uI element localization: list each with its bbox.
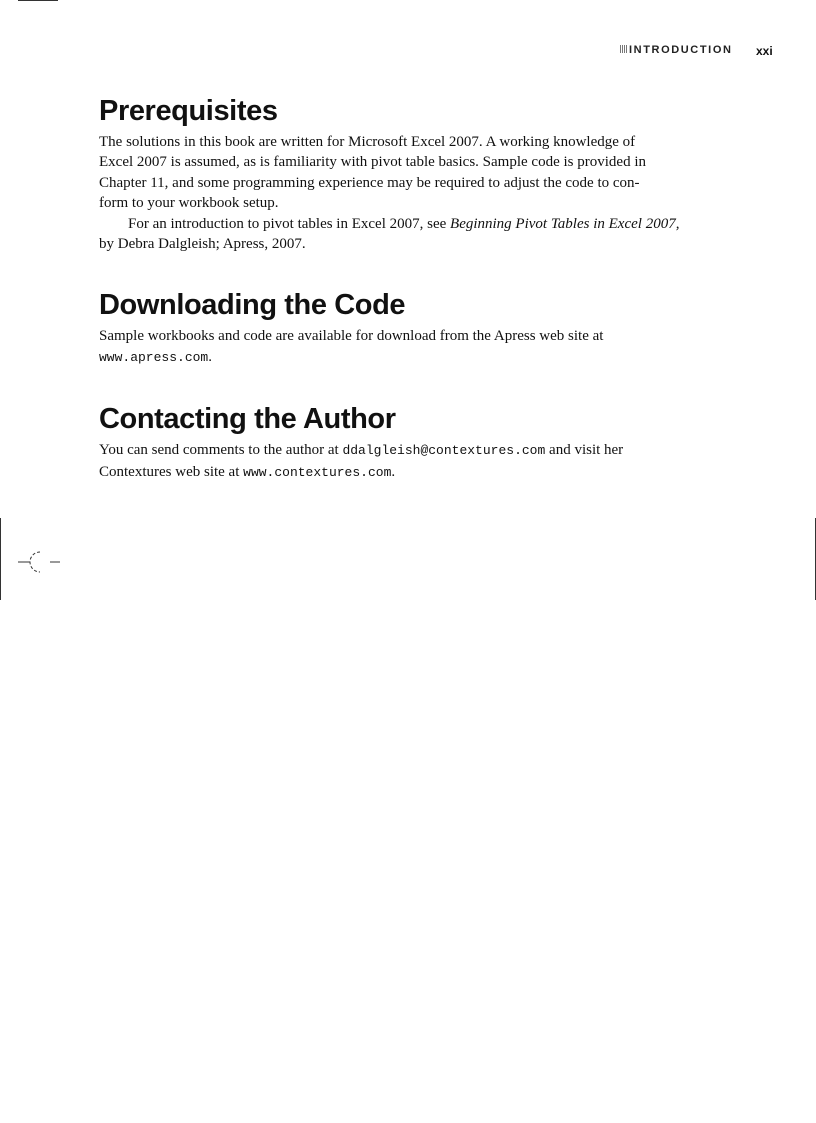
- book-title: Beginning Pivot Tables in Excel 2007,: [450, 215, 680, 232]
- text-run: For an introduction to pivot tables in Excel 2007, see: [128, 215, 451, 232]
- paragraph: [99, 326, 729, 368]
- registration-mark-icon: [18, 548, 62, 576]
- paragraph: [99, 214, 729, 255]
- text-run: by Debra Dalgleish; Apress, 2007.: [99, 236, 306, 253]
- running-head: [620, 44, 733, 56]
- running-head-marker-icon: [620, 45, 627, 53]
- section-heading: Contacting the Author: [99, 403, 396, 436]
- running-head-text: INTRODUCTION: [629, 44, 733, 56]
- text-line: form to your workbook setup.: [99, 195, 279, 212]
- section-contacting-author: [99, 402, 729, 483]
- paragraph: [99, 132, 729, 214]
- crop-mark-left: [0, 518, 1, 600]
- section-downloading-code: [99, 288, 729, 368]
- section-heading: Prerequisites: [99, 95, 278, 127]
- text-run: and visit her: [545, 442, 624, 459]
- text-run: Contextures web site at: [99, 463, 244, 480]
- page-number: xxi: [756, 44, 773, 58]
- text-line: The solutions in this book are written for Microsoft Excel 2007. A working knowledge of: [99, 134, 636, 150]
- page-content: [99, 94, 729, 517]
- section-prerequisites: [99, 94, 729, 254]
- crop-mark-top: [18, 0, 58, 1]
- text-run: .: [391, 463, 396, 480]
- section-heading: Downloading the Code: [99, 289, 406, 322]
- text-line: Chapter 11, and some programming experience may be required to adjust the code to con-: [99, 174, 640, 191]
- text-line: Excel 2007 is assumed, as is familiarity with pivot table basics. Sample code is provided in: [99, 154, 646, 171]
- paragraph: [99, 440, 729, 483]
- text-line: Sample workbooks and code are available for download from the Apress web site at: [99, 328, 604, 345]
- contextures-url: www.contextures.com: [243, 464, 392, 480]
- apress-url: www.apress.com: [99, 349, 209, 365]
- author-email: ddalgleish@contextures.com: [342, 443, 546, 459]
- text-run: You can send comments to the author at: [99, 442, 343, 459]
- text-run: .: [208, 348, 212, 365]
